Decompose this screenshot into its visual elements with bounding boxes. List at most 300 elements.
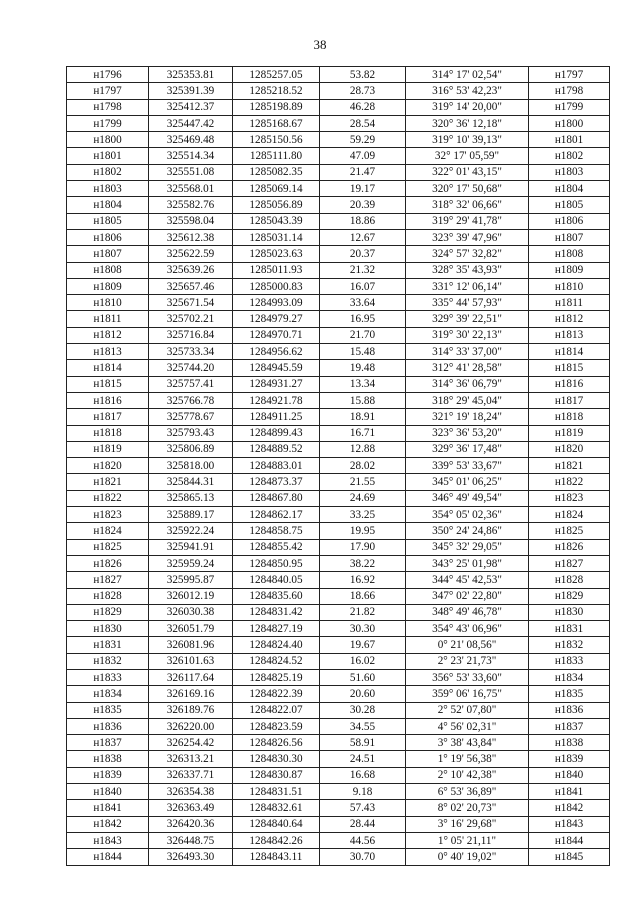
y-coordinate-cell: 1285218.52 <box>233 83 320 99</box>
y-coordinate-cell: 1284862.17 <box>233 507 320 523</box>
y-coordinate-cell: 1284931.27 <box>233 376 320 392</box>
point-from-cell: н1807 <box>67 246 149 262</box>
point-from-cell: н1818 <box>67 425 149 441</box>
y-coordinate-cell: 1285056.89 <box>233 197 320 213</box>
point-to-cell: н1816 <box>529 376 610 392</box>
point-from-cell: н1814 <box>67 360 149 376</box>
bearing-cell: 1° 05' 21,11" <box>406 832 529 848</box>
bearing-cell: 1° 19' 56,38" <box>406 751 529 767</box>
point-from-cell: н1805 <box>67 213 149 229</box>
bearing-cell: 346° 49' 49,54" <box>406 490 529 506</box>
point-from-cell: н1825 <box>67 539 149 555</box>
point-to-cell: н1798 <box>529 83 610 99</box>
distance-cell: 19.48 <box>320 360 406 376</box>
point-from-cell: н1809 <box>67 278 149 294</box>
x-coordinate-cell: 326313.21 <box>149 751 233 767</box>
bearing-cell: 324° 57' 32,82" <box>406 246 529 262</box>
distance-cell: 28.44 <box>320 816 406 832</box>
y-coordinate-cell: 1285198.89 <box>233 99 320 115</box>
point-to-cell: н1834 <box>529 669 610 685</box>
table-row <box>67 392 610 408</box>
table-row <box>67 507 610 523</box>
table-row <box>67 816 610 832</box>
distance-cell: 16.02 <box>320 653 406 669</box>
bearing-cell: 319° 14' 20,00" <box>406 99 529 115</box>
point-from-cell: н1811 <box>67 311 149 327</box>
x-coordinate-cell: 326420.36 <box>149 816 233 832</box>
x-coordinate-cell: 326012.19 <box>149 588 233 604</box>
table-row <box>67 800 610 816</box>
distance-cell: 20.39 <box>320 197 406 213</box>
bearing-cell: 345° 32' 29,05" <box>406 539 529 555</box>
table-row <box>67 637 610 653</box>
distance-cell: 24.51 <box>320 751 406 767</box>
point-to-cell: н1832 <box>529 637 610 653</box>
y-coordinate-cell: 1284831.51 <box>233 784 320 800</box>
table-row <box>67 67 610 83</box>
table-row <box>67 132 610 148</box>
distance-cell: 30.28 <box>320 702 406 718</box>
table-row <box>67 409 610 425</box>
distance-cell: 24.69 <box>320 490 406 506</box>
y-coordinate-cell: 1284921.78 <box>233 392 320 408</box>
point-to-cell: н1807 <box>529 229 610 245</box>
point-to-cell: н1817 <box>529 392 610 408</box>
table-row <box>67 849 610 865</box>
table-row <box>67 327 610 343</box>
point-from-cell: н1842 <box>67 816 149 832</box>
table-row <box>67 767 610 783</box>
bearing-cell: 320° 36' 12,18" <box>406 115 529 131</box>
x-coordinate-cell: 325941.91 <box>149 539 233 555</box>
distance-cell: 19.67 <box>320 637 406 653</box>
bearing-cell: 4° 56' 02,31" <box>406 718 529 734</box>
y-coordinate-cell: 1284899.43 <box>233 425 320 441</box>
point-from-cell: н1802 <box>67 164 149 180</box>
table-row <box>67 148 610 164</box>
x-coordinate-cell: 326101.63 <box>149 653 233 669</box>
distance-cell: 33.64 <box>320 295 406 311</box>
distance-cell: 15.88 <box>320 392 406 408</box>
y-coordinate-cell: 1284832.61 <box>233 800 320 816</box>
y-coordinate-cell: 1285082.35 <box>233 164 320 180</box>
point-from-cell: н1840 <box>67 784 149 800</box>
table-row <box>67 669 610 685</box>
table-row <box>67 441 610 457</box>
point-to-cell: н1831 <box>529 621 610 637</box>
x-coordinate-cell: 325582.76 <box>149 197 233 213</box>
point-to-cell: н1808 <box>529 246 610 262</box>
x-coordinate-cell: 326220.00 <box>149 718 233 734</box>
x-coordinate-cell: 325995.87 <box>149 572 233 588</box>
bearing-cell: 354° 05' 02,36" <box>406 507 529 523</box>
table-row <box>67 376 610 392</box>
point-from-cell: н1800 <box>67 132 149 148</box>
bearing-cell: 323° 39' 47,96" <box>406 229 529 245</box>
table-row <box>67 735 610 751</box>
y-coordinate-cell: 1284889.52 <box>233 441 320 457</box>
distance-cell: 21.55 <box>320 474 406 490</box>
x-coordinate-cell: 325551.08 <box>149 164 233 180</box>
table-row <box>67 621 610 637</box>
table-row <box>67 572 610 588</box>
table-row <box>67 702 610 718</box>
table-row <box>67 246 610 262</box>
point-from-cell: н1833 <box>67 669 149 685</box>
y-coordinate-cell: 1284858.75 <box>233 523 320 539</box>
distance-cell: 16.07 <box>320 278 406 294</box>
distance-cell: 30.30 <box>320 621 406 637</box>
point-from-cell: н1817 <box>67 409 149 425</box>
point-to-cell: н1797 <box>529 67 610 83</box>
point-to-cell: н1835 <box>529 686 610 702</box>
distance-cell: 57.43 <box>320 800 406 816</box>
point-from-cell: н1837 <box>67 735 149 751</box>
point-to-cell: н1826 <box>529 539 610 555</box>
bearing-cell: 320° 17' 50,68" <box>406 181 529 197</box>
y-coordinate-cell: 1284883.01 <box>233 458 320 474</box>
point-from-cell: н1799 <box>67 115 149 131</box>
bearing-cell: 6° 53' 36,89" <box>406 784 529 800</box>
bearing-cell: 0° 40' 19,02" <box>406 849 529 865</box>
table-row <box>67 539 610 555</box>
y-coordinate-cell: 1285257.05 <box>233 67 320 83</box>
table-row <box>67 474 610 490</box>
point-to-cell: н1825 <box>529 523 610 539</box>
y-coordinate-cell: 1284827.19 <box>233 621 320 637</box>
y-coordinate-cell: 1284867.80 <box>233 490 320 506</box>
point-to-cell: н1833 <box>529 653 610 669</box>
y-coordinate-cell: 1284824.40 <box>233 637 320 653</box>
y-coordinate-cell: 1284970.71 <box>233 327 320 343</box>
y-coordinate-cell: 1284824.52 <box>233 653 320 669</box>
bearing-cell: 345° 01' 06,25" <box>406 474 529 490</box>
x-coordinate-cell: 326081.96 <box>149 637 233 653</box>
point-from-cell: н1832 <box>67 653 149 669</box>
table-row <box>67 197 610 213</box>
bearing-cell: 2° 23' 21,73" <box>406 653 529 669</box>
y-coordinate-cell: 1284830.30 <box>233 751 320 767</box>
point-to-cell: н1803 <box>529 164 610 180</box>
point-to-cell: н1820 <box>529 441 610 457</box>
point-from-cell: н1796 <box>67 67 149 83</box>
table-row <box>67 311 610 327</box>
bearing-cell: 322° 01' 43,15" <box>406 164 529 180</box>
coordinates-table-body <box>67 67 610 866</box>
bearing-cell: 312° 41' 28,58" <box>406 360 529 376</box>
bearing-cell: 323° 36' 53,20" <box>406 425 529 441</box>
x-coordinate-cell: 325865.13 <box>149 490 233 506</box>
bearing-cell: 321° 19' 18,24" <box>406 409 529 425</box>
point-to-cell: н1841 <box>529 784 610 800</box>
table-row <box>67 425 610 441</box>
x-coordinate-cell: 325844.31 <box>149 474 233 490</box>
x-coordinate-cell: 325657.46 <box>149 278 233 294</box>
x-coordinate-cell: 325778.67 <box>149 409 233 425</box>
x-coordinate-cell: 325766.78 <box>149 392 233 408</box>
point-to-cell: н1845 <box>529 849 610 865</box>
distance-cell: 18.66 <box>320 588 406 604</box>
y-coordinate-cell: 1284873.37 <box>233 474 320 490</box>
point-from-cell: н1822 <box>67 490 149 506</box>
distance-cell: 18.91 <box>320 409 406 425</box>
x-coordinate-cell: 325922.24 <box>149 523 233 539</box>
table-row <box>67 653 610 669</box>
table-row <box>67 604 610 620</box>
x-coordinate-cell: 325818.00 <box>149 458 233 474</box>
point-from-cell: н1808 <box>67 262 149 278</box>
distance-cell: 59.29 <box>320 132 406 148</box>
bearing-cell: 8° 02' 20,73" <box>406 800 529 816</box>
y-coordinate-cell: 1285011.93 <box>233 262 320 278</box>
x-coordinate-cell: 325793.43 <box>149 425 233 441</box>
bearing-cell: 356° 53' 33,60" <box>406 669 529 685</box>
table-row <box>67 295 610 311</box>
point-to-cell: н1828 <box>529 572 610 588</box>
point-to-cell: н1804 <box>529 181 610 197</box>
point-to-cell: н1811 <box>529 295 610 311</box>
distance-cell: 18.86 <box>320 213 406 229</box>
y-coordinate-cell: 1284823.59 <box>233 718 320 734</box>
point-from-cell: н1819 <box>67 441 149 457</box>
point-from-cell: н1838 <box>67 751 149 767</box>
y-coordinate-cell: 1285000.83 <box>233 278 320 294</box>
bearing-cell: 347° 02' 22,80" <box>406 588 529 604</box>
bearing-cell: 314° 17' 02,54" <box>406 67 529 83</box>
distance-cell: 20.37 <box>320 246 406 262</box>
bearing-cell: 2° 10' 42,38" <box>406 767 529 783</box>
x-coordinate-cell: 326030.38 <box>149 604 233 620</box>
bearing-cell: 32° 17' 05,59" <box>406 148 529 164</box>
point-to-cell: н1821 <box>529 458 610 474</box>
x-coordinate-cell: 325391.39 <box>149 83 233 99</box>
bearing-cell: 350° 24' 24,86" <box>406 523 529 539</box>
point-from-cell: н1816 <box>67 392 149 408</box>
distance-cell: 34.55 <box>320 718 406 734</box>
distance-cell: 17.90 <box>320 539 406 555</box>
distance-cell: 13.34 <box>320 376 406 392</box>
distance-cell: 15.48 <box>320 344 406 360</box>
table-row <box>67 555 610 571</box>
bearing-cell: 3° 16' 29,68" <box>406 816 529 832</box>
point-to-cell: н1819 <box>529 425 610 441</box>
distance-cell: 12.88 <box>320 441 406 457</box>
x-coordinate-cell: 325716.84 <box>149 327 233 343</box>
point-from-cell: н1839 <box>67 767 149 783</box>
bearing-cell: 344° 45' 42,53" <box>406 572 529 588</box>
point-from-cell: н1824 <box>67 523 149 539</box>
x-coordinate-cell: 325733.34 <box>149 344 233 360</box>
table-row <box>67 344 610 360</box>
x-coordinate-cell: 326117.64 <box>149 669 233 685</box>
y-coordinate-cell: 1284826.56 <box>233 735 320 751</box>
x-coordinate-cell: 325639.26 <box>149 262 233 278</box>
x-coordinate-cell: 326051.79 <box>149 621 233 637</box>
y-coordinate-cell: 1285023.63 <box>233 246 320 262</box>
distance-cell: 30.70 <box>320 849 406 865</box>
bearing-cell: 314° 33' 37,00" <box>406 344 529 360</box>
page-number: 38 <box>313 37 327 52</box>
distance-cell: 47.09 <box>320 148 406 164</box>
bearing-cell: 314° 36' 06,79" <box>406 376 529 392</box>
y-coordinate-cell: 1285168.67 <box>233 115 320 131</box>
x-coordinate-cell: 325514.34 <box>149 148 233 164</box>
distance-cell: 21.70 <box>320 327 406 343</box>
point-to-cell: н1840 <box>529 767 610 783</box>
point-to-cell: н1838 <box>529 735 610 751</box>
bearing-cell: 318° 29' 45,04" <box>406 392 529 408</box>
point-to-cell: н1805 <box>529 197 610 213</box>
table-row <box>67 523 610 539</box>
y-coordinate-cell: 1284822.07 <box>233 702 320 718</box>
table-row <box>67 832 610 848</box>
table-row <box>67 784 610 800</box>
x-coordinate-cell: 326493.30 <box>149 849 233 865</box>
point-to-cell: н1799 <box>529 99 610 115</box>
x-coordinate-cell: 325598.04 <box>149 213 233 229</box>
point-to-cell: н1800 <box>529 115 610 131</box>
table-row <box>67 278 610 294</box>
distance-cell: 19.95 <box>320 523 406 539</box>
y-coordinate-cell: 1284842.26 <box>233 832 320 848</box>
x-coordinate-cell: 326189.76 <box>149 702 233 718</box>
bearing-cell: 329° 39' 22,51" <box>406 311 529 327</box>
distance-cell: 28.73 <box>320 83 406 99</box>
table-row <box>67 458 610 474</box>
point-to-cell: н1813 <box>529 327 610 343</box>
point-from-cell: н1826 <box>67 555 149 571</box>
bearing-cell: 319° 10' 39,13" <box>406 132 529 148</box>
x-coordinate-cell: 325889.17 <box>149 507 233 523</box>
point-to-cell: н1844 <box>529 832 610 848</box>
table-row <box>67 181 610 197</box>
point-from-cell: н1798 <box>67 99 149 115</box>
distance-cell: 16.92 <box>320 572 406 588</box>
distance-cell: 44.56 <box>320 832 406 848</box>
x-coordinate-cell: 326448.75 <box>149 832 233 848</box>
distance-cell: 9.18 <box>320 784 406 800</box>
table-row <box>67 83 610 99</box>
point-from-cell: н1797 <box>67 83 149 99</box>
point-to-cell: н1823 <box>529 490 610 506</box>
y-coordinate-cell: 1284830.87 <box>233 767 320 783</box>
distance-cell: 28.54 <box>320 115 406 131</box>
bearing-cell: 335° 44' 57,93" <box>406 295 529 311</box>
bearing-cell: 318° 32' 06,66" <box>406 197 529 213</box>
point-from-cell: н1841 <box>67 800 149 816</box>
y-coordinate-cell: 1285111.80 <box>233 148 320 164</box>
y-coordinate-cell: 1285043.39 <box>233 213 320 229</box>
point-from-cell: н1844 <box>67 849 149 865</box>
point-to-cell: н1827 <box>529 555 610 571</box>
y-coordinate-cell: 1284825.19 <box>233 669 320 685</box>
distance-cell: 46.28 <box>320 99 406 115</box>
point-to-cell: н1810 <box>529 278 610 294</box>
point-to-cell: н1822 <box>529 474 610 490</box>
distance-cell: 28.02 <box>320 458 406 474</box>
point-to-cell: н1839 <box>529 751 610 767</box>
distance-cell: 58.91 <box>320 735 406 751</box>
distance-cell: 16.95 <box>320 311 406 327</box>
x-coordinate-cell: 325412.37 <box>149 99 233 115</box>
x-coordinate-cell: 325671.54 <box>149 295 233 311</box>
x-coordinate-cell: 325744.20 <box>149 360 233 376</box>
y-coordinate-cell: 1285069.14 <box>233 181 320 197</box>
bearing-cell: 359° 06' 16,75" <box>406 686 529 702</box>
y-coordinate-cell: 1284822.39 <box>233 686 320 702</box>
distance-cell: 51.60 <box>320 669 406 685</box>
point-from-cell: н1823 <box>67 507 149 523</box>
bearing-cell: 348° 49' 46,78" <box>406 604 529 620</box>
coordinates-table <box>66 66 610 866</box>
x-coordinate-cell: 326169.16 <box>149 686 233 702</box>
y-coordinate-cell: 1284979.27 <box>233 311 320 327</box>
bearing-cell: 2° 52' 07,80" <box>406 702 529 718</box>
point-to-cell: н1814 <box>529 344 610 360</box>
x-coordinate-cell: 325757.41 <box>149 376 233 392</box>
distance-cell: 16.71 <box>320 425 406 441</box>
table-row <box>67 213 610 229</box>
x-coordinate-cell: 325447.42 <box>149 115 233 131</box>
point-to-cell: н1818 <box>529 409 610 425</box>
point-to-cell: н1812 <box>529 311 610 327</box>
point-from-cell: н1827 <box>67 572 149 588</box>
point-to-cell: н1824 <box>529 507 610 523</box>
table-row <box>67 115 610 131</box>
y-coordinate-cell: 1284855.42 <box>233 539 320 555</box>
point-from-cell: н1810 <box>67 295 149 311</box>
point-to-cell: н1802 <box>529 148 610 164</box>
point-to-cell: н1809 <box>529 262 610 278</box>
y-coordinate-cell: 1285031.14 <box>233 229 320 245</box>
point-from-cell: н1801 <box>67 148 149 164</box>
point-from-cell: н1829 <box>67 604 149 620</box>
y-coordinate-cell: 1284831.42 <box>233 604 320 620</box>
x-coordinate-cell: 325806.89 <box>149 441 233 457</box>
distance-cell: 16.68 <box>320 767 406 783</box>
bearing-cell: 339° 53' 33,67" <box>406 458 529 474</box>
x-coordinate-cell: 326337.71 <box>149 767 233 783</box>
point-from-cell: н1843 <box>67 832 149 848</box>
table-row <box>67 751 610 767</box>
y-coordinate-cell: 1284840.05 <box>233 572 320 588</box>
bearing-cell: 319° 30' 22,13" <box>406 327 529 343</box>
table-row <box>67 718 610 734</box>
point-to-cell: н1843 <box>529 816 610 832</box>
distance-cell: 21.32 <box>320 262 406 278</box>
point-to-cell: н1830 <box>529 604 610 620</box>
distance-cell: 21.82 <box>320 604 406 620</box>
point-to-cell: н1842 <box>529 800 610 816</box>
distance-cell: 20.60 <box>320 686 406 702</box>
table-row <box>67 686 610 702</box>
table-row <box>67 490 610 506</box>
point-from-cell: н1834 <box>67 686 149 702</box>
distance-cell: 38.22 <box>320 555 406 571</box>
y-coordinate-cell: 1284835.60 <box>233 588 320 604</box>
bearing-cell: 343° 25' 01,98" <box>406 555 529 571</box>
point-from-cell: н1831 <box>67 637 149 653</box>
point-from-cell: н1804 <box>67 197 149 213</box>
point-from-cell: н1812 <box>67 327 149 343</box>
y-coordinate-cell: 1284945.59 <box>233 360 320 376</box>
bearing-cell: 3° 38' 43,84" <box>406 735 529 751</box>
bearing-cell: 329° 36' 17,48" <box>406 441 529 457</box>
point-to-cell: н1815 <box>529 360 610 376</box>
y-coordinate-cell: 1284911.25 <box>233 409 320 425</box>
x-coordinate-cell: 325702.21 <box>149 311 233 327</box>
point-from-cell: н1835 <box>67 702 149 718</box>
